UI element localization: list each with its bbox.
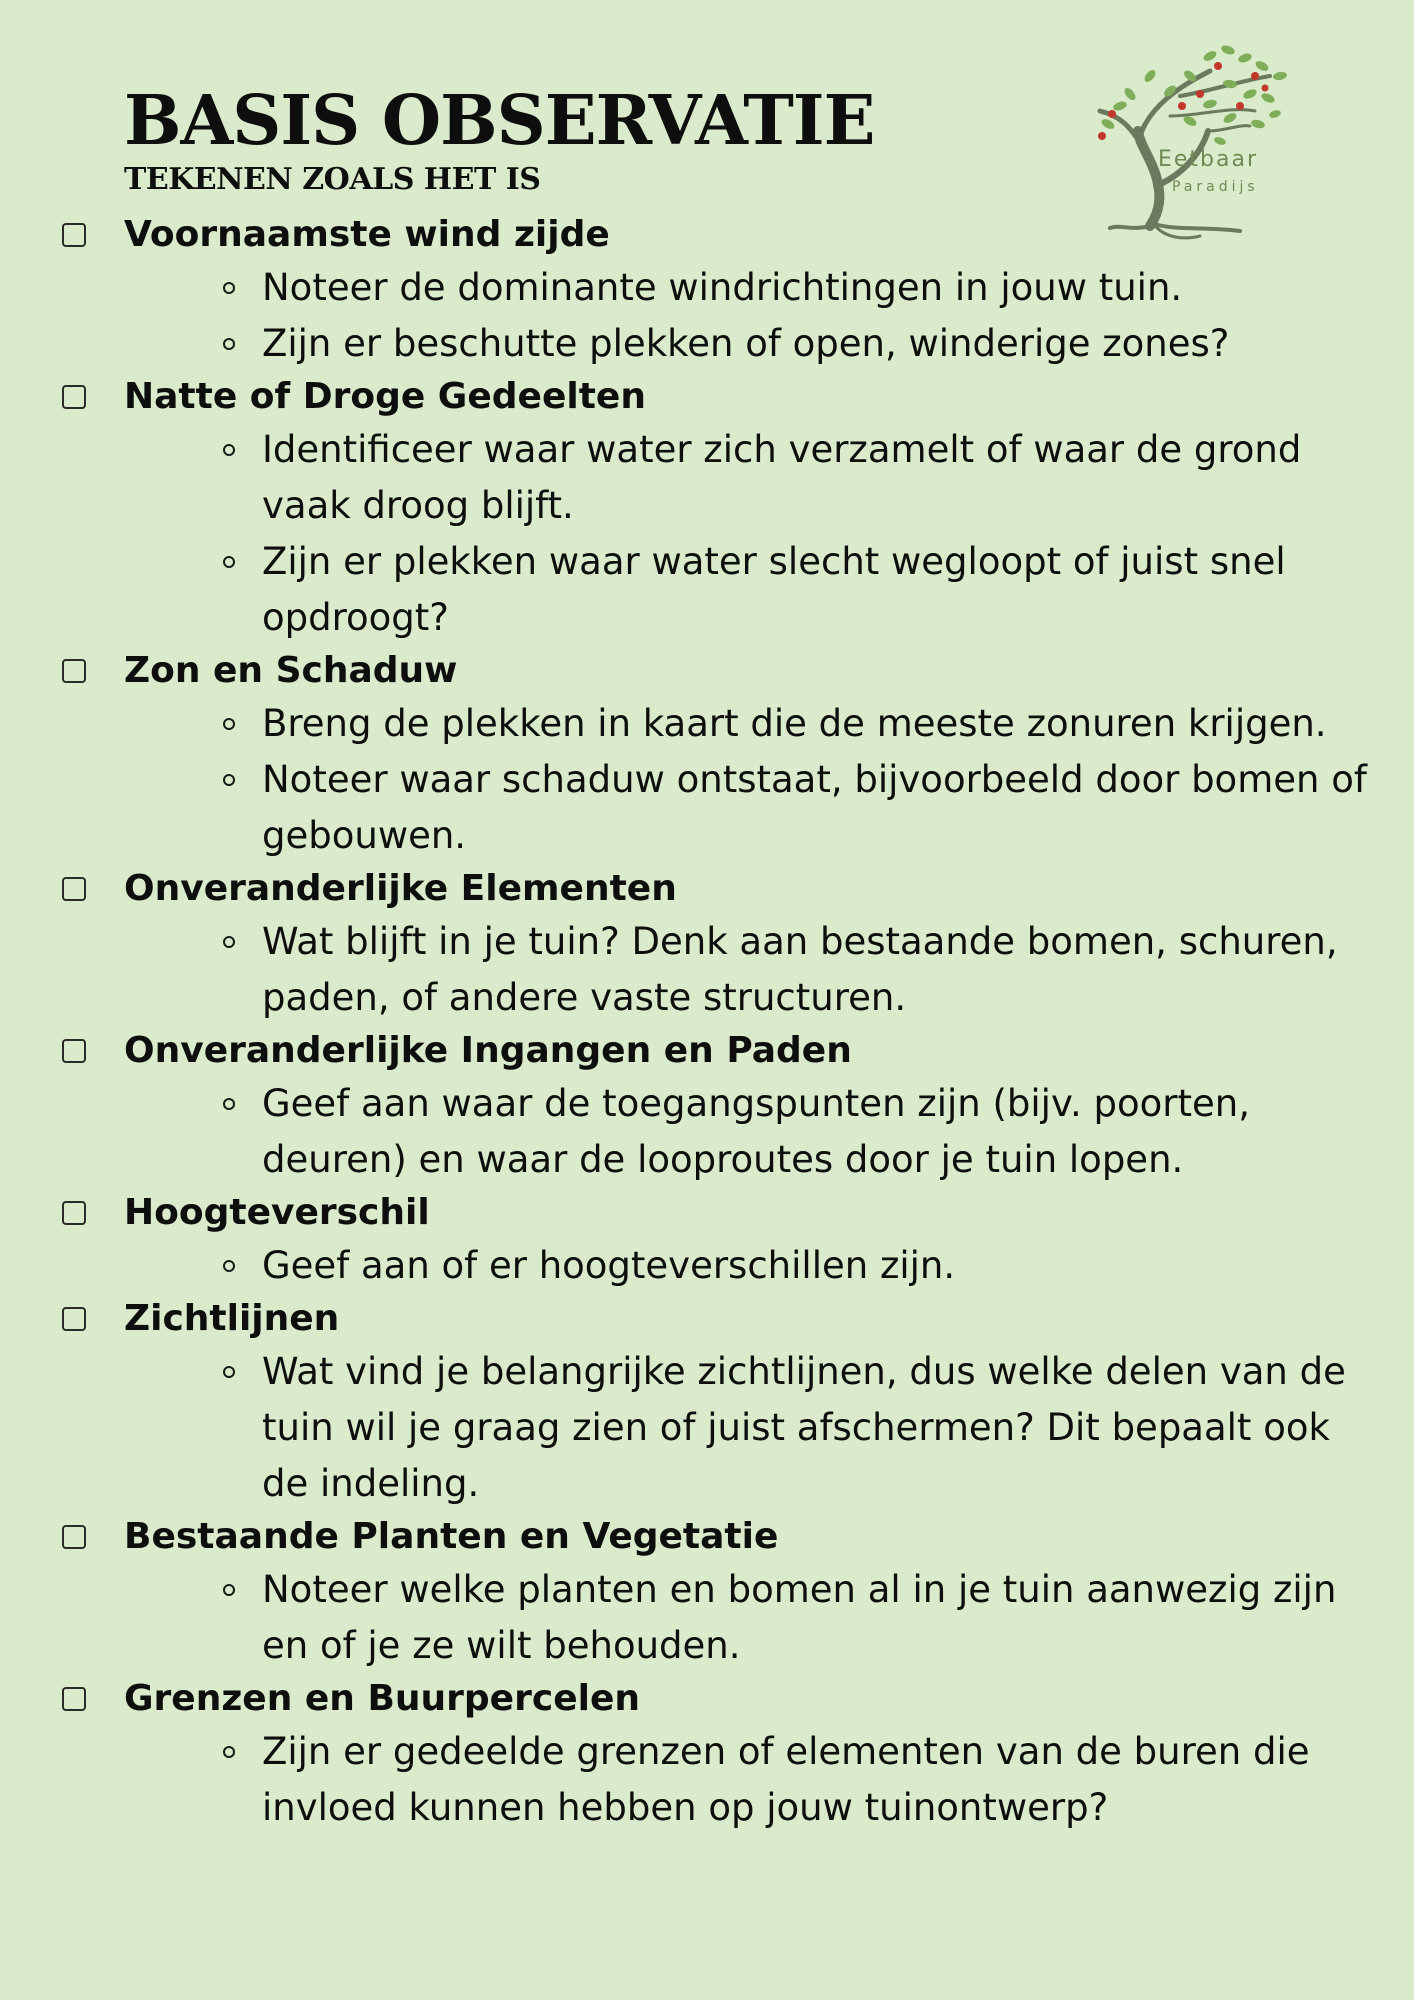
- bullet-text: Zijn er gedeelde grenzen of elementen van de buren die invloed kunnen hebben op jouw tuinontwerp?: [262, 1730, 1310, 1829]
- bullet-text: Zijn er plekken waar water slecht wegloopt of juist snel opdroogt?: [262, 540, 1286, 639]
- circle-bullet-icon: [223, 1260, 235, 1272]
- bullet-text: Wat vind je belangrijke zichtlijnen, dus welke delen van de tuin wil je graag zien of juist afschermen? Dit bepaalt ook de indeling.: [262, 1350, 1346, 1505]
- section-heading: Voornaamste wind zijde: [124, 214, 610, 255]
- bullet-item: [0, 316, 1414, 372]
- bullet-list: [0, 1344, 1414, 1512]
- bullet-item: [0, 422, 1414, 534]
- checklist-section: [0, 646, 1414, 864]
- bullet-list: [0, 260, 1414, 372]
- checklist-section: [0, 1188, 1414, 1294]
- bullet-list: [0, 1238, 1414, 1294]
- section-heading: Onveranderlijke Elementen: [124, 868, 677, 909]
- bullet-text: Noteer waar schaduw ontstaat, bijvoorbeeld door bomen of gebouwen.: [262, 758, 1367, 857]
- section-heading: Zichtlijnen: [124, 1298, 340, 1339]
- section-heading: Natte of Droge Gedeelten: [124, 376, 646, 417]
- section-heading: Zon en Schaduw: [124, 650, 458, 691]
- circle-bullet-icon: [223, 444, 235, 456]
- bullet-list: [0, 696, 1414, 864]
- section-heading: Hoogteverschil: [124, 1192, 430, 1233]
- page-title: BASIS OBSERVATIE: [124, 81, 875, 161]
- section-heading: Onveranderlijke Ingangen en Paden: [124, 1030, 852, 1071]
- checklist-section: [0, 1512, 1414, 1674]
- circle-bullet-icon: [223, 1098, 235, 1110]
- checkbox[interactable]: [62, 1201, 86, 1225]
- bullet-item: [0, 1238, 1414, 1294]
- bullet-item: [0, 696, 1414, 752]
- bullet-list: [0, 1562, 1414, 1674]
- bullet-text: Geef aan waar de toegangspunten zijn (bijv. poorten, deuren) en waar de looproutes door je tuin lopen.: [262, 1082, 1250, 1181]
- checklist-section: [0, 1294, 1414, 1512]
- checklist-section: [0, 210, 1414, 372]
- checklist: [0, 210, 1414, 1836]
- bullet-item: [0, 1724, 1414, 1836]
- bullet-list: [0, 1724, 1414, 1836]
- section-heading: Grenzen en Buurpercelen: [124, 1678, 640, 1719]
- bullet-list: [0, 422, 1414, 646]
- bullet-item: [0, 1344, 1414, 1512]
- circle-bullet-icon: [223, 1584, 235, 1596]
- circle-bullet-icon: [223, 936, 235, 948]
- checklist-section: [0, 864, 1414, 1026]
- checkbox[interactable]: [62, 385, 86, 409]
- bullet-item: [0, 1076, 1414, 1188]
- bullet-list: [0, 914, 1414, 1026]
- circle-bullet-icon: [223, 338, 235, 350]
- checkbox[interactable]: [62, 1525, 86, 1549]
- circle-bullet-icon: [223, 1746, 235, 1758]
- bullet-text: Identificeer waar water zich verzamelt of waar de grond vaak droog blijft.: [262, 428, 1302, 527]
- bullet-list: [0, 1076, 1414, 1188]
- checklist-section: [0, 372, 1414, 646]
- bullet-item: [0, 914, 1414, 1026]
- bullet-item: [0, 752, 1414, 864]
- checkbox[interactable]: [62, 1039, 86, 1063]
- bullet-item: [0, 534, 1414, 646]
- page-subtitle: TEKENEN ZOALS HET IS: [124, 162, 541, 197]
- bullet-text: Wat blijft in je tuin? Denk aan bestaande bomen, schuren, paden, of andere vaste structuren.: [262, 920, 1338, 1019]
- checkbox[interactable]: [62, 877, 86, 901]
- logo-text-line2: Paradijs: [1172, 179, 1259, 195]
- circle-bullet-icon: [223, 774, 235, 786]
- logo-text-line1: Eetbaar: [1158, 147, 1259, 172]
- bullet-item: [0, 260, 1414, 316]
- bullet-item: [0, 1562, 1414, 1674]
- bullet-text: Breng de plekken in kaart die de meeste zonuren krijgen.: [262, 702, 1327, 745]
- circle-bullet-icon: [223, 718, 235, 730]
- bullet-text: Noteer de dominante windrichtingen in jouw tuin.: [262, 266, 1183, 309]
- checkbox[interactable]: [62, 1307, 86, 1331]
- circle-bullet-icon: [223, 1366, 235, 1378]
- checkbox[interactable]: [62, 223, 86, 247]
- bullet-text: Noteer welke planten en bomen al in je tuin aanwezig zijn en of je ze wilt behouden.: [262, 1568, 1337, 1667]
- circle-bullet-icon: [223, 282, 235, 294]
- bullet-text: Geef aan of er hoogteverschillen zijn.: [262, 1244, 956, 1287]
- bullet-text: Zijn er beschutte plekken of open, winderige zones?: [262, 322, 1230, 365]
- tree-with-apples-icon: [1098, 44, 1288, 238]
- circle-bullet-icon: [223, 556, 235, 568]
- checkbox[interactable]: [62, 659, 86, 683]
- section-heading: Bestaande Planten en Vegetatie: [124, 1516, 779, 1557]
- checklist-section: [0, 1674, 1414, 1836]
- checkbox[interactable]: [62, 1687, 86, 1711]
- checklist-section: [0, 1026, 1414, 1188]
